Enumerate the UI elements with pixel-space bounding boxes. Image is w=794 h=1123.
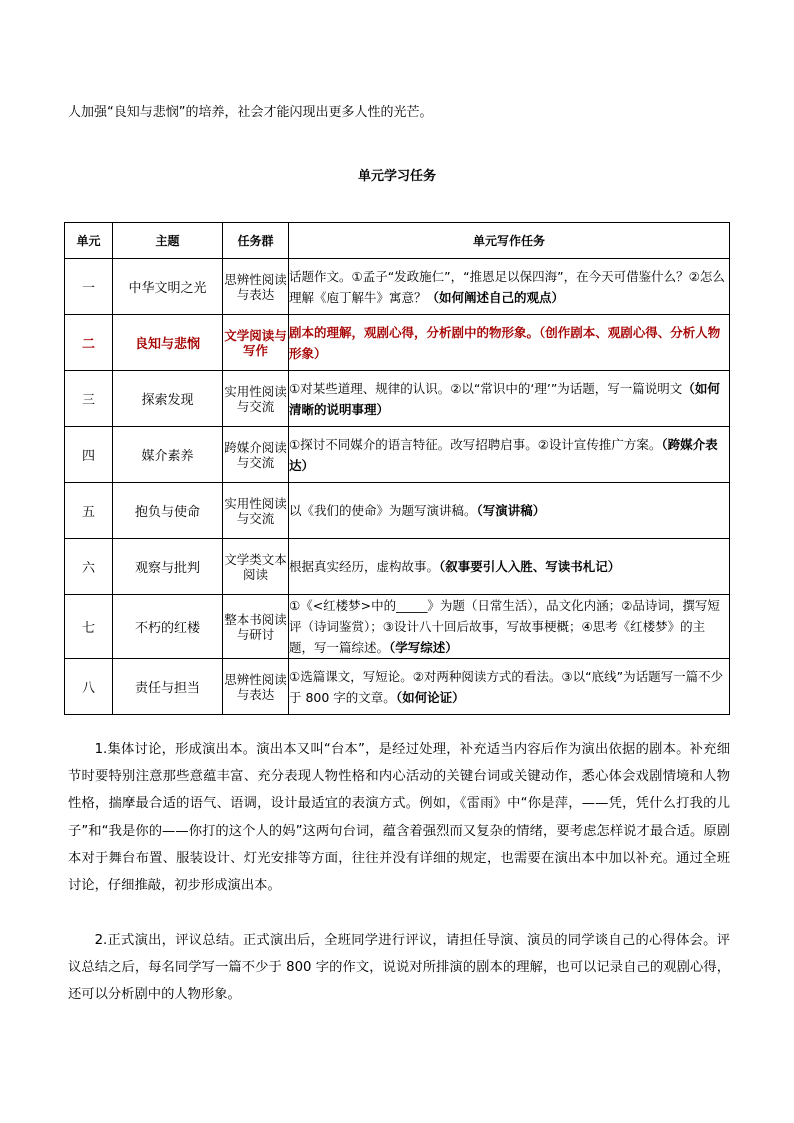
task-text: 剧本的理解，观剧心得，分析剧中的物形象。 — [289, 324, 540, 340]
theme-cell: 良知与悲悯 — [113, 315, 223, 371]
section-title: 单元学习任务 — [357, 169, 436, 184]
table-row — [65, 595, 730, 659]
table-row — [65, 539, 730, 595]
theme-cell: 责任与担当 — [113, 659, 223, 715]
task-focus: （如何论证） — [395, 689, 465, 705]
unit-cell: 一 — [65, 259, 113, 315]
task-focus: （写演讲稿） — [476, 503, 546, 518]
intro-line: 人加强“良知与悲悯”的培养，社会才能闪现出更多人性的光芒。 — [68, 105, 433, 120]
task-group-cell: 思辨性阅读与表达 — [223, 659, 289, 715]
task-group-cell: 实用性阅读与交流 — [223, 483, 289, 539]
task-text: 根据真实经历，虚构故事。 — [289, 559, 440, 574]
theme-cell: 媒介素养 — [113, 427, 223, 483]
unit-cell: 三 — [65, 371, 113, 427]
table-row — [65, 259, 730, 315]
task-text: 话题作文。①孟子“发政施仁”，“推恩足以保四海”，在今天可借鉴什么？②怎么理解《庖丁解牛》寓意？ — [289, 268, 725, 305]
task-text: ①《<红楼梦>中的_____》为题（日常生活），品文化内涵；②品诗词，撰写短评（诗词鉴赏）；③设计八十回后故事，写故事梗概；④思考《红楼梦》的主题，写一篇综述。 — [289, 598, 720, 655]
header-theme: 主题 — [113, 223, 223, 259]
writing-task-cell — [289, 427, 730, 483]
task-text: ①选篇课文，写短论。②对两种阅读方式的看法。③以“底线”为话题写一篇不少于 800 字的文章。 — [289, 668, 724, 705]
table-row — [65, 371, 730, 427]
task-text: ①探讨不同媒介的语言特征。改写招聘启事。②设计宣传推广方案。 — [289, 436, 662, 452]
header-unit: 单元 — [65, 223, 113, 259]
task-focus: （创作剧本、观剧心得、分析人物形象） — [289, 324, 721, 361]
task-group-cell: 文学类文本阅读 — [223, 539, 289, 595]
task-focus: （叙事要引人入胜、写读书札记） — [439, 559, 621, 574]
unit-cell: 五 — [65, 483, 113, 539]
header-writing-task: 单元写作任务 — [289, 223, 730, 259]
unit-cell: 二 — [65, 315, 113, 371]
task-group-cell: 文学阅读与写作 — [223, 315, 289, 371]
writing-task-cell — [289, 483, 730, 539]
writing-task-cell — [289, 371, 730, 427]
header-task-group: 任务群 — [223, 223, 289, 259]
writing-task-cell — [289, 539, 730, 595]
theme-cell: 中华文明之光 — [113, 259, 223, 315]
unit-cell: 四 — [65, 427, 113, 483]
task-focus: （如何阐述自己的观点） — [426, 289, 565, 305]
unit-task-table — [64, 222, 730, 715]
unit-cell: 六 — [65, 539, 113, 595]
writing-task-cell — [289, 595, 730, 659]
paragraph-rehearsal-script: 1.集体讨论，形成演出本。演出本又叫“台本”，是经过处理，补充适当内容后作为演出依据的剧本。补充细节时要特别注意那些意蕴丰富、充分表现人物性格和内心活动的关键台词或关键动作，悉心体会戏剧情境和人物性格，揣摩最合适的语气、语调，设计最适宜的表演方式。例如，《雷雨》中“你是萍，——凭，凭什么打我的儿子”和“我是你的——你打的这个人的妈”这两句台词，蕴含着强烈而又复杂的情绪，要考虑怎样说才最合适。原剧本对于舞台布置、服装设计、灯光安排等方面，往往并没有详细的规定，也需要在演出本中加以补充。通过全班讨论，仔细推敲，初步形成演出本。 — [68, 742, 730, 894]
writing-task-cell — [289, 659, 730, 715]
table-row — [65, 659, 730, 715]
task-group-cell: 实用性阅读与交流 — [223, 371, 289, 427]
theme-cell: 观察与批判 — [113, 539, 223, 595]
theme-cell: 不朽的红楼 — [113, 595, 223, 659]
task-group-cell: 思辨性阅读与表达 — [223, 259, 289, 315]
table-header-row — [65, 223, 730, 259]
table-row — [65, 427, 730, 483]
theme-cell: 探索发现 — [113, 371, 223, 427]
table-row-highlighted — [65, 315, 730, 371]
task-text: 以《我们的使命》为题写演讲稿。 — [289, 503, 477, 518]
task-focus: （学写综述） — [389, 640, 458, 655]
task-group-cell: 跨媒介阅读与交流 — [223, 427, 289, 483]
paragraph-performance-review: 2.正式演出，评议总结。正式演出后，全班同学进行评议，请担任导演、演员的同学谈自己的心得体会。评议总结之后，每名同学写一篇不少于 800 字的作文，说说对所排演的剧本的理解，也可以记录自己的观剧心得，还可以分析剧中的人物形象。 — [68, 933, 730, 1003]
task-group-cell: 整本书阅读与研讨 — [223, 595, 289, 659]
task-text: ①对某些道理、规律的认识。②以“常识中的‘理’”为话题，写一篇说明文 — [289, 380, 683, 396]
theme-cell: 抱负与使命 — [113, 483, 223, 539]
unit-cell: 八 — [65, 659, 113, 715]
unit-cell: 七 — [65, 595, 113, 659]
writing-task-cell — [289, 315, 730, 371]
task-focus: （跨媒介表达） — [289, 436, 718, 473]
table-row — [65, 483, 730, 539]
writing-task-cell — [289, 259, 730, 315]
task-focus: （如何清晰的说明事理） — [289, 380, 720, 417]
